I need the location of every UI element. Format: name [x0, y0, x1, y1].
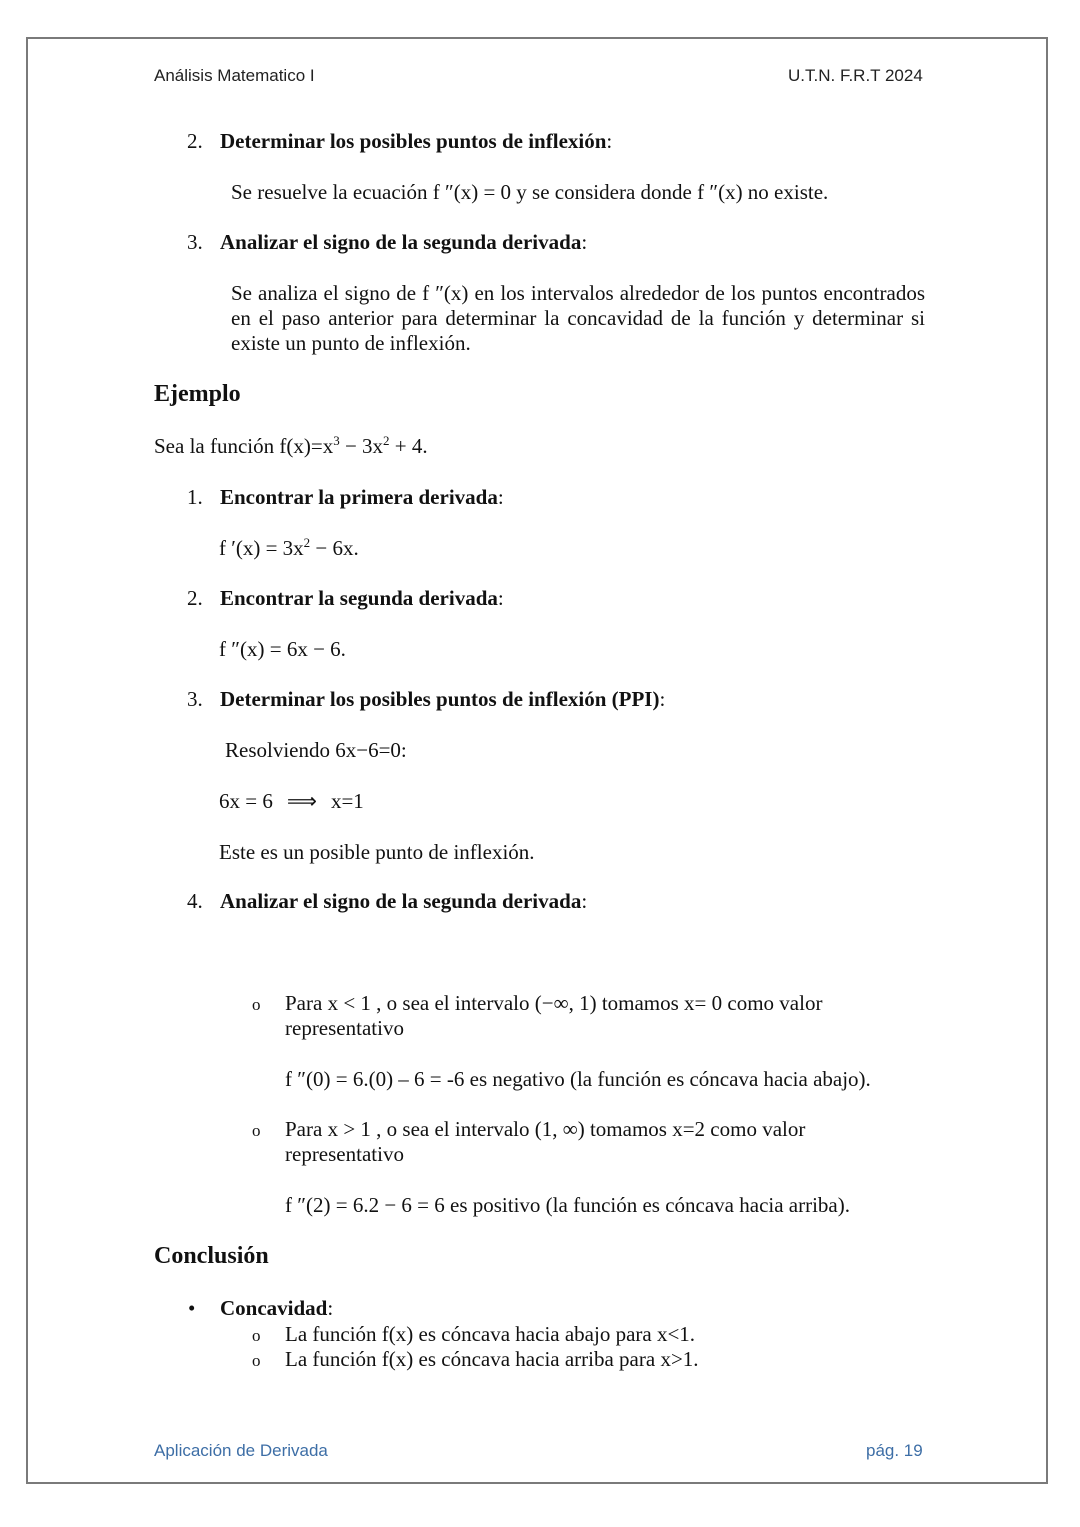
- step-text: Se resuelve la ecuación f ″(x) = 0 y se considera donde f ″(x) no existe.: [231, 180, 829, 204]
- step-title: Analizar el signo de la segunda derivada:: [220, 889, 588, 913]
- step-title: Determinar los posibles puntos de inflexión (PPI):: [220, 687, 666, 711]
- solve-line: Resolviendo 6x−6=0:: [225, 738, 407, 762]
- conclusion-subitem: La función f(x) es cóncava hacia arriba para x>1.: [285, 1347, 699, 1371]
- case-result: f ″(2) = 6.2 − 6 = 6 es positivo (la función es cóncava hacia arriba).: [285, 1193, 851, 1217]
- step-title: Analizar el signo de la segunda derivada:: [220, 230, 588, 254]
- circle-bullet-icon: o: [252, 1326, 261, 1345]
- header-right: U.T.N. F.R.T 2024: [788, 66, 923, 85]
- second-derivative: f ″(x) = 6x − 6.: [219, 637, 346, 661]
- example-function: Sea la función $f(x)=x^3 - 3x^2 + 4$.: [154, 433, 428, 458]
- step-title: Encontrar la primera derivada:: [220, 485, 504, 509]
- step-number: 2.: [187, 129, 203, 153]
- circle-bullet-icon: o: [252, 995, 261, 1014]
- step-number: 3.: [187, 687, 203, 711]
- first-derivative: f $'(x) = 3x^2 - 6x$.: [219, 535, 359, 560]
- page-number: pág. 19: [866, 1441, 923, 1460]
- example-heading: Ejemplo: [154, 381, 241, 407]
- header-left: Análisis Matematico I: [154, 66, 315, 85]
- step-number: 1.: [187, 485, 203, 509]
- case-result: f ″(0) = 6.(0) – 6 = -6 es negativo (la función es cóncava hacia abajo).: [285, 1067, 871, 1091]
- solve-equation: 6x = 6 ⟹ x=1: [219, 789, 364, 813]
- conclusion-heading: Conclusión: [154, 1243, 269, 1269]
- step-number: 2.: [187, 586, 203, 610]
- conclusion-item-title: Concavidad:: [220, 1296, 334, 1320]
- circle-bullet-icon: o: [252, 1351, 261, 1370]
- step-paragraph: Se analiza el signo de f ″(x) en los intervalos alrededor de los puntos encontrados en el paso anterior para determinar la concavidad de la función y determinar si existe un punto de inflexión.: [231, 281, 925, 355]
- step-number: 3.: [187, 230, 203, 254]
- implies-arrow: ⟹: [286, 789, 317, 813]
- conclusion-subitem: La función f(x) es cóncava hacia abajo para x<1.: [285, 1322, 696, 1346]
- bullet-icon: •: [188, 1296, 196, 1320]
- circle-bullet-icon: o: [252, 1121, 261, 1140]
- step-number: 4.: [187, 889, 203, 913]
- case-line: representativo: [285, 1016, 404, 1040]
- case-line: Para x > 1 , o sea el intervalo (1, ∞) tomamos x=2 como valor: [285, 1117, 806, 1141]
- step-title: Encontrar la segunda derivada:: [220, 586, 504, 610]
- step-title: Determinar los posibles puntos de inflexión:: [220, 129, 613, 153]
- case-line: representativo: [285, 1142, 404, 1166]
- case-line: Para x < 1 , o sea el intervalo (−∞, 1) tomamos x= 0 como valor: [285, 991, 823, 1015]
- ppi-note: Este es un posible punto de inflexión.: [219, 840, 535, 864]
- footer-left: Aplicación de Derivada: [154, 1441, 328, 1460]
